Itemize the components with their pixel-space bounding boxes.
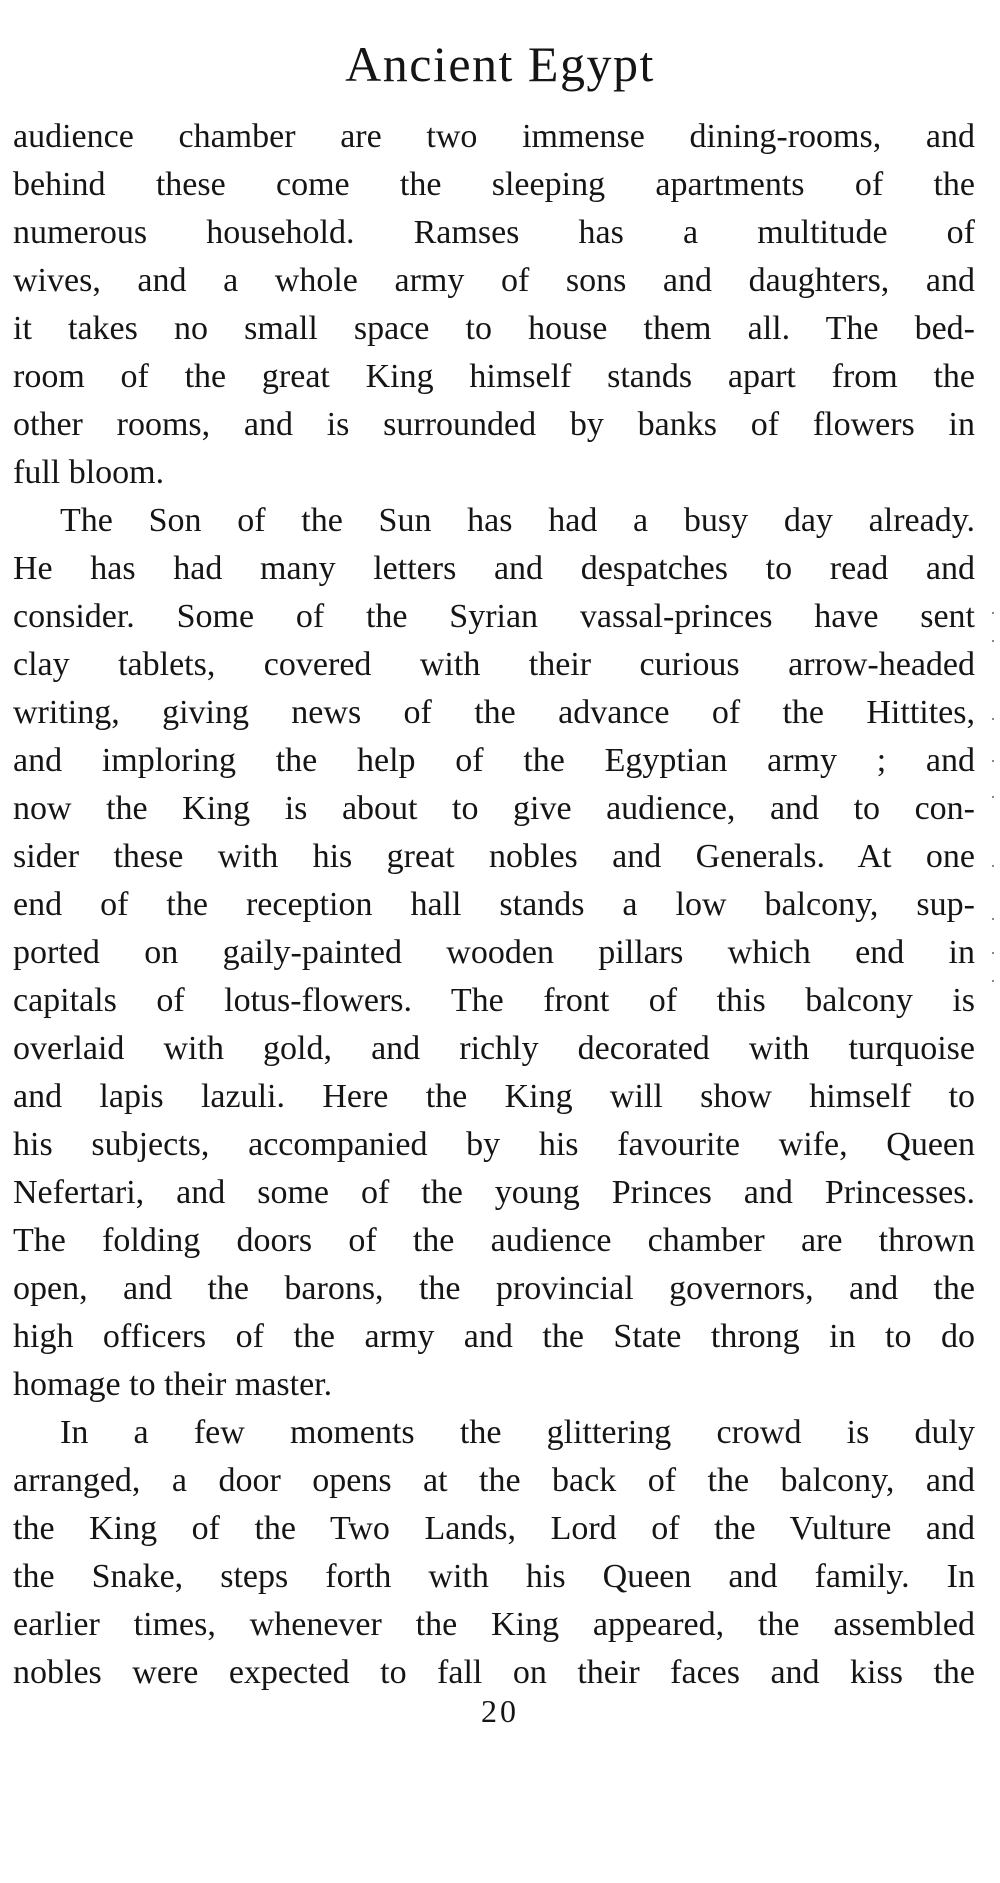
- text-line: clay tablets, covered with their curious arrow-headed: [13, 646, 975, 683]
- text-line: ported on gaily-painted wooden pillars which end in: [13, 934, 975, 971]
- text-line: full bloom.: [13, 454, 165, 491]
- text-line: numerous household. Ramses has a multitude of: [13, 214, 975, 251]
- text-line: and lapis lazuli. Here the King will show himself to: [13, 1078, 975, 1115]
- text-line: wives, and a whole army of sons and daughters, and: [13, 262, 975, 299]
- text-line: the Snake, steps forth with his Queen and family. In: [13, 1558, 975, 1595]
- text-line: the King of the Two Lands, Lord of the Vulture and: [13, 1510, 975, 1547]
- text-line: arranged, a door opens at the back of the balcony, and: [13, 1462, 975, 1499]
- text-line: He has had many letters and despatches to read and: [13, 550, 975, 587]
- text-line: room of the great King himself stands apart from the: [13, 358, 975, 395]
- text-line: homage to their master.: [13, 1366, 333, 1403]
- paragraph-continued: [13, 113, 975, 497]
- text-line: and imploring the help of the Egyptian army ; and: [13, 742, 975, 779]
- text-line: nobles were expected to fall on their faces and kiss the: [13, 1654, 975, 1691]
- text-line: now the King is about to give audience, and to con-: [13, 790, 975, 827]
- paragraph: [13, 497, 975, 1409]
- text-line: consider. Some of the Syrian vassal-princes have sent: [13, 598, 975, 635]
- text-line: audience chamber are two immense dining-rooms, and: [13, 118, 975, 155]
- text-line: behind these come the sleeping apartments of the: [13, 166, 975, 203]
- text-line: his subjects, accompanied by his favourite wife, Queen: [13, 1126, 975, 1163]
- page-number: 20: [481, 1693, 519, 1729]
- text-line: In a few moments the glittering crowd is duly: [60, 1414, 975, 1451]
- text-line: writing, giving news of the advance of the Hittites,: [13, 694, 975, 731]
- text-line: end of the reception hall stands a low balcony, sup-: [13, 886, 975, 923]
- body-text: [13, 113, 975, 1697]
- margin-speckles: [990, 600, 996, 1020]
- text-line: other rooms, and is surrounded by banks of flowers in: [13, 406, 975, 443]
- text-line: high officers of the army and the State throng in to do: [13, 1318, 975, 1355]
- text-line: Nefertari, and some of the young Princes and Princesses.: [13, 1174, 975, 1211]
- text-line: earlier times, whenever the King appeared, the assembled: [13, 1606, 975, 1643]
- text-line: overlaid with gold, and richly decorated with turquoise: [13, 1030, 975, 1067]
- text-line: The Son of the Sun has had a busy day already.: [60, 502, 975, 539]
- text-line: it takes no small space to house them all. The bed-: [13, 310, 975, 347]
- running-title: Ancient Egypt: [345, 36, 655, 92]
- text-line: capitals of lotus-flowers. The front of this balcony is: [13, 982, 975, 1019]
- text-line: The folding doors of the audience chamber are thrown: [13, 1222, 975, 1259]
- text-line: sider these with his great nobles and Generals. At one: [13, 838, 975, 875]
- paragraph: [13, 1409, 975, 1697]
- text-line: open, and the barons, the provincial governors, and the: [13, 1270, 975, 1307]
